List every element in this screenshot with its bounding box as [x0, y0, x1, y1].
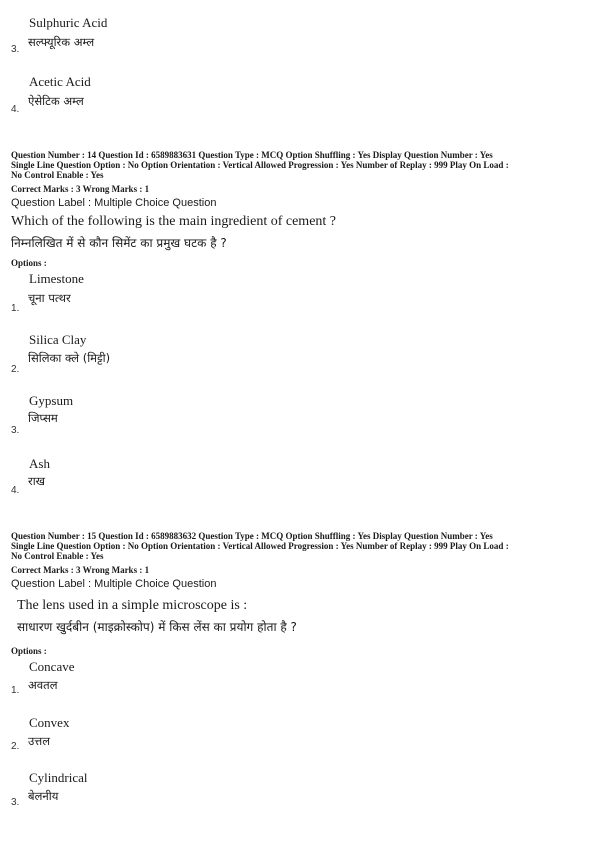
question-text-hi: साधारण खुर्दबीन (माइक्रोस्कोप) में किस लेंस का प्रयोग होता है ? — [17, 620, 297, 634]
question-label: Question Label : Multiple Choice Question — [11, 578, 217, 590]
option-text-hi: सिलिका क्ले (मिट्टी) — [28, 351, 111, 365]
option-number: 1. — [11, 685, 20, 696]
option-text-en: Acetic Acid — [29, 74, 91, 89]
question-meta-line: No Control Enable : Yes — [11, 170, 104, 180]
option-text-hi: जिप्सम — [28, 411, 58, 425]
question-text-en: The lens used in a simple microscope is : — [17, 598, 248, 613]
question-meta-line: Question Number : 15 Question Id : 6589883632 Question Type : MCQ Option Shuffling : Yes Display Question Number : Yes — [11, 531, 493, 541]
option-number: 4. — [11, 485, 20, 496]
option-text-en: Cylindrical — [29, 770, 88, 785]
question-marks: Correct Marks : 3 Wrong Marks : 1 — [11, 184, 150, 194]
question-text-hi: निम्नलिखित में से कौन सिमेंट का प्रमुख घटक है ? — [11, 236, 227, 250]
question-meta-line: No Control Enable : Yes — [11, 551, 104, 561]
options-label: Options : — [11, 646, 47, 656]
question-label: Question Label : Multiple Choice Question — [11, 197, 217, 209]
option-text-hi: अवतल — [28, 678, 58, 692]
question-meta-line: Single Line Question Option : No Option Orientation : Vertical Allowed Progression : Yes Number of Replay : 999 Play On Load : — [11, 160, 509, 170]
option-number: 2. — [11, 741, 20, 752]
option-text-en: Ash — [29, 456, 50, 471]
option-number: 3. — [11, 425, 20, 436]
question-marks: Correct Marks : 3 Wrong Marks : 1 — [11, 565, 150, 575]
option-text-hi: उत्तल — [28, 734, 51, 748]
option-text-en: Convex — [29, 715, 70, 730]
question-text-en: Which of the following is the main ingredient of cement ? — [11, 214, 337, 229]
question-meta-line: Single Line Question Option : No Option Orientation : Vertical Allowed Progression : Yes Number of Replay : 999 Play On Load : — [11, 541, 509, 551]
options-label: Options : — [11, 258, 47, 268]
option-text-en: Gypsum — [29, 393, 74, 408]
question-meta-line: Question Number : 14 Question Id : 6589883631 Question Type : MCQ Option Shuffling : Yes Display Question Number : Yes — [11, 150, 493, 160]
option-number: 1. — [11, 303, 20, 314]
option-text-hi: चूना पत्थर — [28, 291, 71, 305]
option-number: 3. — [11, 44, 20, 55]
option-number: 2. — [11, 364, 20, 375]
option-text-en: Silica Clay — [29, 332, 87, 347]
option-text-hi: राख — [28, 474, 46, 488]
option-number: 4. — [11, 104, 20, 115]
option-text-en: Concave — [29, 659, 75, 674]
option-text-hi: ऐसेटिक अम्ल — [28, 94, 84, 108]
option-number: 3. — [11, 797, 20, 808]
option-text-hi: सल्फ्यूरिक अम्ल — [28, 35, 95, 49]
option-text-en: Sulphuric Acid — [29, 15, 108, 30]
option-text-hi: बेलनीय — [28, 789, 59, 803]
option-text-en: Limestone — [29, 271, 84, 286]
